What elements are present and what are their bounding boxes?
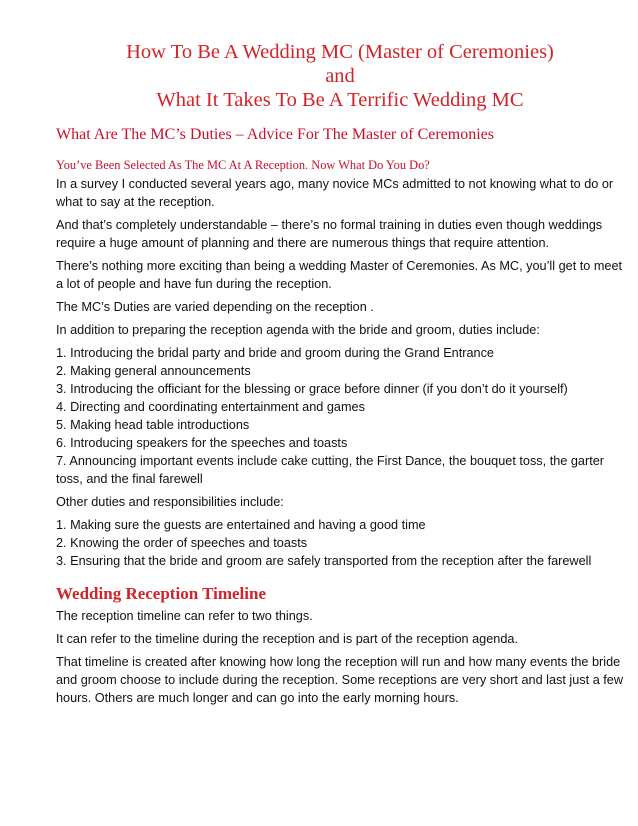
section-duties-subheading: You’ve Been Selected As The MC At A Reception. Now What Do You Do? — [56, 158, 430, 172]
title-line-3: What It Takes To Be A Terrific Wedding MC — [156, 89, 524, 111]
list-item: 1. Introducing the bridal party and bride and groom during the Grand Entrance — [56, 346, 494, 360]
paragraph-duties-intro: In addition to preparing the reception agenda with the bride and groom, duties include: — [56, 323, 540, 337]
duties-list — [56, 344, 624, 488]
section-duties-heading: What Are The MC’s Duties – Advice For The Master of Ceremonies — [56, 126, 494, 143]
list-item: 4. Directing and coordinating entertainment and games — [56, 400, 365, 414]
list-item: 6. Introducing speakers for the speeches and toasts — [56, 436, 348, 450]
list-item: 7. Announcing important events include cake cutting, the First Dance, the bouquet toss, the garter toss, and the final farewell — [56, 454, 605, 486]
title-line-2: and — [325, 65, 355, 87]
document-page — [56, 40, 624, 712]
list-item: 3. Ensuring that the bride and groom are safely transported from the reception after the farewell — [56, 554, 592, 568]
paragraph-timeline-two-things: The reception timeline can refer to two things. — [56, 609, 313, 623]
list-item: 3. Introducing the officiant for the blessing or grace before dinner (if you don’t do it yourself) — [56, 382, 568, 396]
other-duties-list — [56, 516, 624, 570]
list-item: 1. Making sure the guests are entertained and having a good time — [56, 518, 426, 532]
paragraph-survey: In a survey I conducted several years ago, many novice MCs admitted to not knowing what to do or what to say at the reception. — [56, 177, 614, 209]
paragraph-timeline-created: That timeline is created after knowing how long the reception will run and how many events the bride and groom choose to include during the reception. Some receptions are very short and last just a few hours. Others are much longer and can go into the early morning hours. — [56, 655, 624, 705]
list-item: 2. Making general announcements — [56, 364, 251, 378]
paragraph-duties-varied: The MC’s Duties are varied depending on the reception . — [56, 300, 374, 314]
paragraph-timeline-agenda: It can refer to the timeline during the reception and is part of the reception agenda. — [56, 632, 518, 646]
section-timeline-heading: Wedding Reception Timeline — [56, 584, 267, 603]
section-spacer — [56, 575, 624, 583]
paragraph-other-duties-intro: Other duties and responsibilities include: — [56, 495, 284, 509]
document-title — [56, 40, 624, 112]
list-item: 2. Knowing the order of speeches and toasts — [56, 536, 308, 550]
list-item: 5. Making head table introductions — [56, 418, 250, 432]
paragraph-understandable: And that’s completely understandable – there’s no formal training in duties even though weddings require a huge amount of planning and there are numerous things that require attention. — [56, 218, 603, 250]
paragraph-exciting: There’s nothing more exciting than being a wedding Master of Ceremonies. As MC, you’ll get to meet a lot of people and have fun during the reception. — [56, 259, 623, 291]
title-line-1: How To Be A Wedding MC (Master of Ceremonies) — [126, 41, 554, 63]
